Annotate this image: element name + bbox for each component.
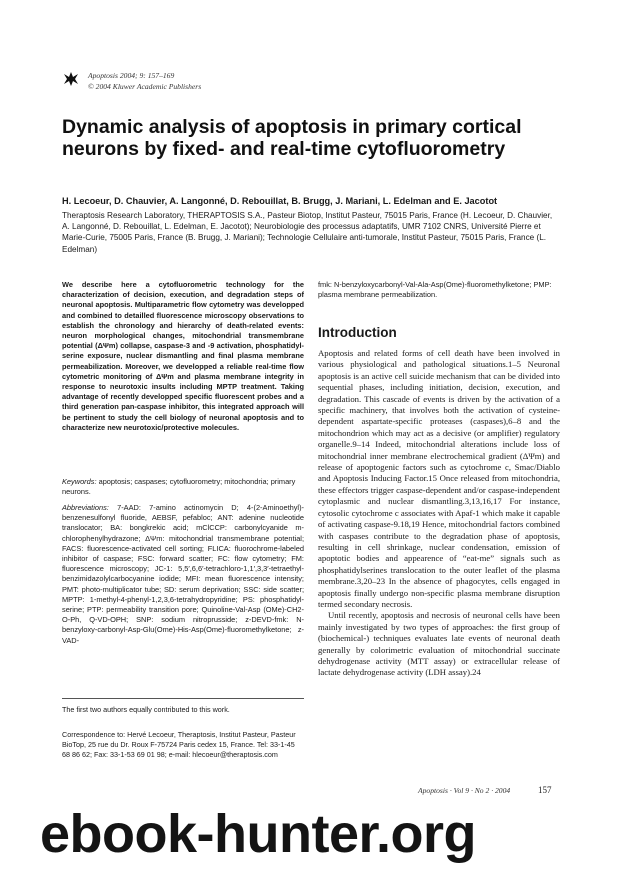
- watermark: ebook-hunter.org: [40, 804, 476, 864]
- journal-issue-footer: Apoptosis · Vol 9 · No 2 · 2004: [418, 786, 511, 795]
- keywords: [62, 477, 304, 497]
- footnote-correspondence: Correspondence to: Hervé Lecoeur, Theraptosis, Institut Pasteur, Pasteur BioTop, 25 rue du Dr. Roux F-75724 Paris cedex 15, France. Tel: 33-1-45 68 86 62; Fax: 33-1-53 69 01 98; e-mail: hlecoeur@theraptosis.com: [62, 730, 296, 759]
- affiliations: Theraptosis Research Laboratory, THERAPTOSIS S.A., Pasteur Biotop, Institut Pasteur, 75015 Paris, France (H. Lecoeur, D. Chauvier, A. Langonné, D. Rebouillat, L. Edelman, E. Jacotot); Neurobiologie des processus adaptatifs, UMR 7102 CNRS, Université Pierre et Marie-Curie, 75005 Paris, France (B. Brugg, J. Mariani); Technologie Cellulaire anti-tumorale, Institut Pasteur, 75015 Paris, France (L. Edelman): [62, 211, 553, 254]
- keywords-text: apoptosis; caspases; cytofluorometry; mitochondria; primary neurons.: [62, 477, 296, 497]
- footnote-equal-contribution: The first two authors equally contributed to this work.: [62, 705, 230, 714]
- abbreviations-label: Abbreviations:: [62, 503, 109, 512]
- footnote-divider: [62, 698, 304, 699]
- section-heading-introduction: Introduction: [318, 325, 397, 340]
- author-list: H. Lecoeur, D. Chauvier, A. Langonné, D. Rebouillat, B. Brugg, J. Mariani, L. Edelman and E. Jacotot: [62, 196, 498, 206]
- keywords-label: Keywords:: [62, 477, 97, 486]
- journal-citation: Apoptosis 2004; 9: 157–169: [88, 71, 175, 80]
- journal-header: [88, 70, 201, 92]
- page-number: 157: [538, 785, 552, 795]
- publisher-logo-icon: [62, 70, 80, 88]
- introduction-paragraph: Until recently, apoptosis and necrosis of neuronal cells have been mainly investigated by two types of approaches: the first group of (biochemical-) techniques evaluates late events of neuronal death generally by colorimetric evaluation of mitochondrial succinate dehydrogenase activity (MTT assay) or extracellular release of lactate dehydrogenase activity (LDH assay).24: [318, 610, 560, 678]
- introduction-paragraph: Apoptosis and related forms of cell death have been involved in various physiological and pathological situations.1–5 Neuronal apoptosis is an active cell suicide mechanism that can be divided into sequential phases, including initiation, decision, execution, and degradation. This cascade of events is driven by the activation of a specific machinery, that involves both the activation of cysteine-dependent aspartate-specific proteases (caspases),6–8 and the mitochondrion which may act as a decisive (or amplifier) regulatory organelle.9–14 Indeed, mitochondrial alterations include loss of mitochondrial inner membrane electrochemical gradient (ΔΨm) and release of apoptogenic factors such as cytochrome c, Smac/Diablo and Apoptosis Inducing Factor.15 Once released from mitochondria, these effectors trigger caspase-dependent and/or caspase-independent cytoplasmic and nuclear dismantling.3,13,16,17 For instance, cytosolic cytochrome c associates with Apaf-1 which make it capable of activating caspase-9.18,19 Hence, mitochondrial factors combined with caspases contribute to the degradation phase of apoptosis, resulting in cell shrinkage, nuclear condensation, emission of apoptotic bodies and appearence of “eat-me” signals such as phosphatidylserines translocation to the outer leaflet of the plasma membrane.3,20–23 In the absence of phagocytes, cells engaged in apoptosis finally undergo non-specific plasma membrane disruption termed secondary necrosis.: [318, 348, 560, 609]
- abbreviations-text: 7-AAD: 7-amino actinomycin D; 4-(2-Aminoethyl)-benzenesulfonyl fluoride, AEBSF, pefabloc; ANT: adenine nucleotide translocator; BA: bongkrekic acid; mClCCP: carbonylcyanide m-chlorophenylhydrazone; ΔΨm: mitochondrial transmembrane potential; FACS: fluorescence-activated cell sorting; FLICA: fluorochrome-labeled inhibitor of caspase; FSC: forward scatter; FC: flow cytometry; FM: fluorescence microscopy; JC-1: 5,5′,6,6′-tetrachloro-1,1′,3,3′-tetraethyl-benzimidazolylcarbocyanine iodide; MFI: mean fluorescence intensity; PMT: photo-multiplicator tube; SD: serum deprivation; SSC: side scatter; MPTP: 1-methyl-4-phenyl-1,2,3,6-tetrahydropyridine; PS: phosphatidyl-serine; PTP: permeability transition pore; Quinoline-Val-Asp (OMe)-CH2-O-Ph, Q-VD-OPH; SNP: sodium nitroprusside; z-DEVD-fmk: N-benzyloxy-carbonyl-Asp-Glu(Ome)-His-Asp(Ome)-fluoromethylketone; z-VAD-: [62, 503, 304, 645]
- introduction-body: [318, 348, 560, 679]
- abstract: We describe here a cytofluorometric technology for the characterization of decision, execution, and degradation steps of neuronal apoptosis. Multiparametric flow cytometry was developped and combined to detailled fluorescence microscopy observations to establish the chronology and hierarchy of death-related events: neuron morphological changes, mitochondrial transmembrane potential (ΔΨm) collapse, caspase-3 and -9 activation, phosphatidyl-serine exposure, nuclear dismantling and final plasma membrane permeabilization. Moreover, we developped a reliable real-time flow cytometric monitoring of ΔΨm and plasma membrane integrity in response to neurotoxic insults including MPTP treatment. Taking advantage of recently developped specific fluorescent probes and a third generation pan-caspase inhibitor, this integrated approach will be pertinent to study the cell biology of neuronal apoptosis and to characterize new neurotoxic/protective molecules.: [62, 280, 304, 432]
- article-title: Dynamic analysis of apoptosis in primary cortical neurons by fixed- and real-time cytofluorometry: [62, 116, 522, 160]
- copyright-line: © 2004 Kluwer Academic Publishers: [88, 82, 202, 91]
- abbreviations-continued: fmk: N-benzyloxycarbonyl-Val-Ala-Asp(Ome)-fluoromethylketone; PMP: plasma membrane permeabilization.: [318, 280, 552, 300]
- abbreviations: [62, 503, 304, 646]
